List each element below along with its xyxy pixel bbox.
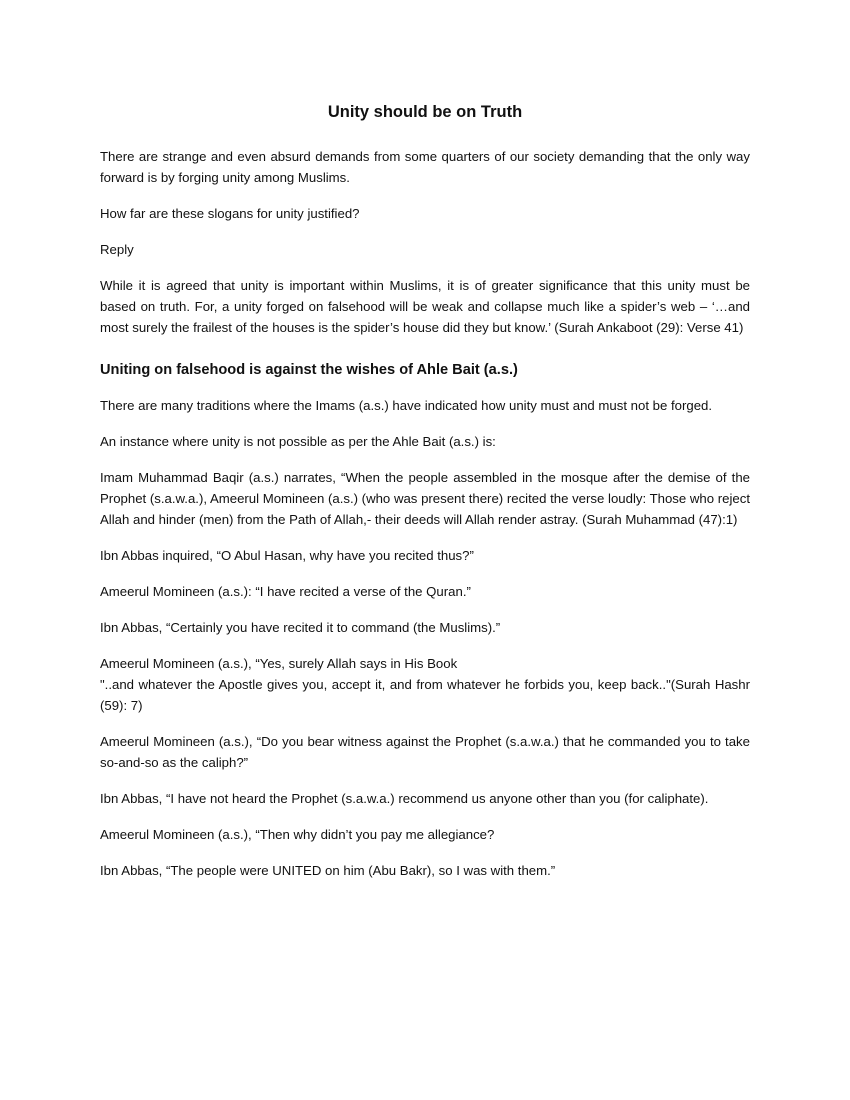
document-page [100, 100, 750, 896]
paragraph-ibn-abbas-command: Ibn Abbas, “Certainly you have recited it to command (the Muslims).” [100, 620, 501, 635]
paragraph-narration: Imam Muhammad Baqir (a.s.) narrates, “When the people assembled in the mosque after the demise of the Prophet (s.a.w.a.), Ameerul Momineen (a.s.) (who was present there) recited the verse loudly: Those who reject Allah and hinder (men) from the Path of Allah,- their deeds will Allah render astray. (Surah Muhammad (47):1) [100, 470, 750, 527]
paragraph-allegiance: Ameerul Momineen (a.s.), “Then why didn’t you pay me allegiance? [100, 827, 495, 842]
document-title: Unity should be on Truth [327, 103, 523, 121]
paragraph-reply-label: Reply [100, 242, 134, 257]
paragraph-bear-witness: Ameerul Momineen (a.s.), “Do you bear witness against the Prophet (s.a.w.a.) that he commanded you to take so-and-so as the caliph?” [100, 734, 750, 770]
book-intro-line: Ameerul Momineen (a.s.), “Yes, surely Allah says in His Book [100, 656, 458, 671]
paragraph-not-heard: Ibn Abbas, “I have not heard the Prophet (s.a.w.a.) recommend us anyone other than you (for caliphate). [100, 791, 709, 806]
paragraph-unity-truth: While it is agreed that unity is important within Muslims, it is of greater significance that this unity must be based on truth. For, a unity forged on falsehood will be weak and collapse much like a spider’s web – ‘…and most surely the frailest of the houses is the spider’s house did they but know.’ (Surah Ankaboot (29): Verse 41) [100, 278, 750, 335]
paragraph-traditions: There are many traditions where the Imams (a.s.) have indicated how unity must and must not be forged. [100, 398, 713, 413]
paragraph-united: Ibn Abbas, “The people were UNITED on him (Abu Bakr), so I was with them.” [100, 863, 556, 878]
paragraph-demands: There are strange and even absurd demands from some quarters of our society demanding that the only way forward is by forging unity among Muslims. [100, 149, 750, 185]
paragraph-ameerul-reply-1: Ameerul Momineen (a.s.): “I have recited a verse of the Quran.” [100, 584, 471, 599]
paragraph-question: How far are these slogans for unity justified? [100, 206, 360, 221]
paragraph-allah-book [100, 653, 750, 716]
paragraph-ibn-abbas-inquiry: Ibn Abbas inquired, “O Abul Hasan, why have you recited thus?” [100, 548, 474, 563]
paragraph-instance: An instance where unity is not possible as per the Ahle Bait (a.s.) is: [100, 434, 496, 449]
section-heading: Uniting on falsehood is against the wishes of Ahle Bait (a.s.) [100, 362, 518, 378]
book-quote-line: "..and whatever the Apostle gives you, accept it, and from whatever he forbids you, keep back.."(Surah Hashr (59): 7) [100, 677, 750, 713]
